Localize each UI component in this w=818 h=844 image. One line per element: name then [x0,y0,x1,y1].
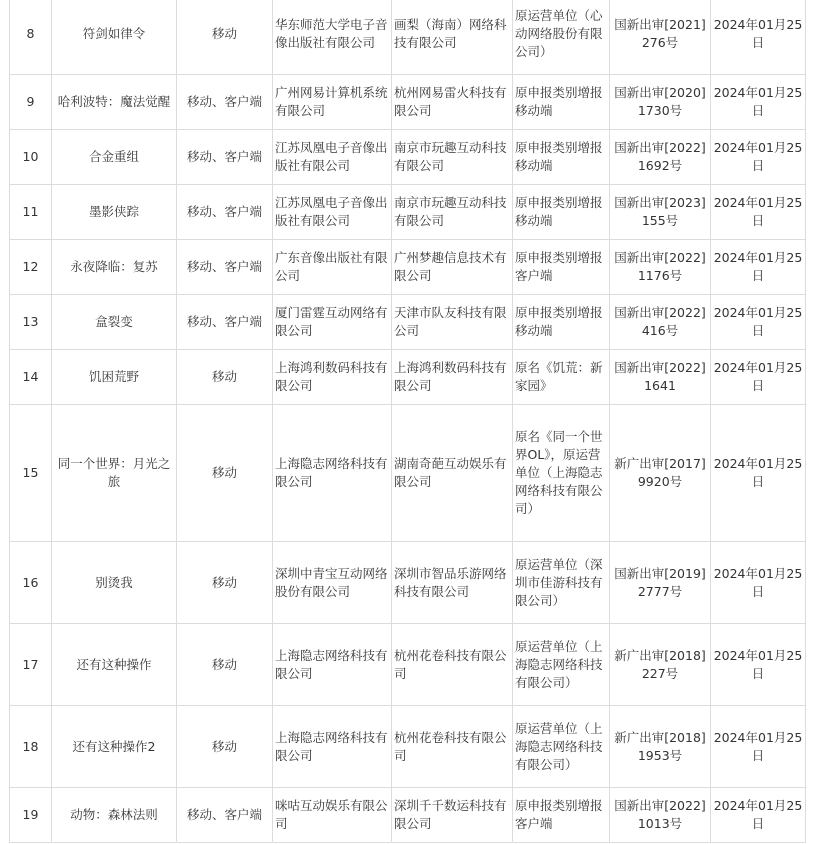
table-row [10,75,806,130]
cell-note: 原申报类别增报客户端 [513,240,610,295]
cell-platform: 移动 [177,350,273,405]
cell-name: 同一个世界：月光之旅 [52,405,177,542]
cell-date: 2024年01月25日 [711,788,806,843]
cell-approval: 国新出审[2020]1730号 [610,75,711,130]
table-row [10,542,806,624]
cell-note: 原运营单位（深圳市佳游科技有限公司） [513,542,610,624]
cell-note: 原申报类别增报移动端 [513,75,610,130]
cell-approval: 国新出审[2021]276号 [610,0,711,75]
cell-date: 2024年01月25日 [711,295,806,350]
cell-operator: 杭州花卷科技有限公司 [392,706,513,788]
cell-no: 13 [10,295,52,350]
cell-approval: 国新出审[2023]155号 [610,185,711,240]
table-row [10,788,806,843]
table-row [10,130,806,185]
cell-publisher: 上海鸿利数码科技有限公司 [273,350,392,405]
table-row [10,295,806,350]
cell-approval: 国新出审[2022]1013号 [610,788,711,843]
cell-operator: 南京市玩趣互动科技有限公司 [392,130,513,185]
cell-date: 2024年01月25日 [711,75,806,130]
cell-operator: 天津市队友科技有限公司 [392,295,513,350]
cell-date: 2024年01月25日 [711,240,806,295]
cell-name: 合金重组 [52,130,177,185]
cell-publisher: 江苏凤凰电子音像出版社有限公司 [273,185,392,240]
cell-no: 10 [10,130,52,185]
cell-operator: 杭州花卷科技有限公司 [392,624,513,706]
cell-no: 9 [10,75,52,130]
cell-no: 15 [10,405,52,542]
cell-note: 原运营单位（心动网络股份有限公司） [513,0,610,75]
cell-approval: 国新出审[2022]1176号 [610,240,711,295]
cell-platform: 移动、客户端 [177,240,273,295]
cell-no: 11 [10,185,52,240]
table-row [10,185,806,240]
cell-approval: 国新出审[2019]2777号 [610,542,711,624]
cell-no: 8 [10,0,52,75]
cell-operator: 南京市玩趣互动科技有限公司 [392,185,513,240]
cell-operator: 深圳千千数运科技有限公司 [392,788,513,843]
cell-name: 哈利波特：魔法觉醒 [52,75,177,130]
cell-operator: 广州梦趣信息技术有限公司 [392,240,513,295]
table-body [10,0,806,843]
cell-publisher: 华东师范大学电子音像出版社有限公司 [273,0,392,75]
cell-operator: 湖南奇葩互动娱乐有限公司 [392,405,513,542]
cell-no: 12 [10,240,52,295]
cell-approval: 国新出审[2022]1692号 [610,130,711,185]
cell-name: 盒裂变 [52,295,177,350]
cell-publisher: 厦门雷霆互动网络有限公司 [273,295,392,350]
cell-platform: 移动 [177,0,273,75]
cell-name: 墨影侠踪 [52,185,177,240]
table-row [10,240,806,295]
cell-publisher: 上海隐志网络科技有限公司 [273,624,392,706]
cell-date: 2024年01月25日 [711,350,806,405]
cell-operator: 杭州网易雷火科技有限公司 [392,75,513,130]
cell-operator: 深圳市智品乐游网络科技有限公司 [392,542,513,624]
cell-date: 2024年01月25日 [711,405,806,542]
cell-date: 2024年01月25日 [711,185,806,240]
cell-name: 别烫我 [52,542,177,624]
table-row [10,350,806,405]
cell-publisher: 深圳中青宝互动网络股份有限公司 [273,542,392,624]
cell-note: 原名《饥荒：新家园》 [513,350,610,405]
cell-note: 原运营单位（上海隐志网络科技有限公司） [513,624,610,706]
cell-publisher: 江苏凤凰电子音像出版社有限公司 [273,130,392,185]
cell-publisher: 上海隐志网络科技有限公司 [273,405,392,542]
cell-approval: 新广出审[2018]1953号 [610,706,711,788]
cell-no: 16 [10,542,52,624]
cell-approval: 新广出审[2017]9920号 [610,405,711,542]
cell-approval: 国新出审[2022]1641 [610,350,711,405]
cell-date: 2024年01月25日 [711,624,806,706]
table-row [10,0,806,75]
cell-no: 17 [10,624,52,706]
cell-approval: 新广出审[2018]227号 [610,624,711,706]
cell-platform: 移动、客户端 [177,185,273,240]
cell-no: 18 [10,706,52,788]
cell-platform: 移动 [177,542,273,624]
cell-platform: 移动 [177,624,273,706]
cell-operator: 画梨（海南）网络科技有限公司 [392,0,513,75]
cell-date: 2024年01月25日 [711,706,806,788]
cell-note: 原运营单位（上海隐志网络科技有限公司） [513,706,610,788]
cell-publisher: 上海隐志网络科技有限公司 [273,706,392,788]
cell-no: 14 [10,350,52,405]
cell-name: 永夜降临：复苏 [52,240,177,295]
cell-platform: 移动、客户端 [177,295,273,350]
cell-publisher: 广州网易计算机系统有限公司 [273,75,392,130]
cell-note: 原申报类别增报客户端 [513,788,610,843]
cell-note: 原名《同一个世界OL》，原运营单位（上海隐志网络科技有限公司） [513,405,610,542]
cell-platform: 移动、客户端 [177,130,273,185]
cell-name: 还有这种操作 [52,624,177,706]
cell-no: 19 [10,788,52,843]
cell-name: 动物：森林法则 [52,788,177,843]
cell-platform: 移动 [177,706,273,788]
table-row [10,706,806,788]
cell-platform: 移动、客户端 [177,788,273,843]
cell-approval: 国新出审[2022]416号 [610,295,711,350]
cell-platform: 移动、客户端 [177,75,273,130]
cell-date: 2024年01月25日 [711,0,806,75]
cell-note: 原申报类别增报移动端 [513,295,610,350]
cell-platform: 移动 [177,405,273,542]
table-row [10,624,806,706]
cell-publisher: 广东音像出版社有限公司 [273,240,392,295]
table-row [10,405,806,542]
cell-publisher: 咪咕互动娱乐有限公司 [273,788,392,843]
cell-date: 2024年01月25日 [711,542,806,624]
cell-note: 原申报类别增报移动端 [513,130,610,185]
cell-name: 符剑如律令 [52,0,177,75]
cell-date: 2024年01月25日 [711,130,806,185]
cell-name: 饥困荒野 [52,350,177,405]
cell-note: 原申报类别增报移动端 [513,185,610,240]
cell-operator: 上海鸿利数码科技有限公司 [392,350,513,405]
game-approval-table [9,0,806,843]
cell-name: 还有这种操作2 [52,706,177,788]
